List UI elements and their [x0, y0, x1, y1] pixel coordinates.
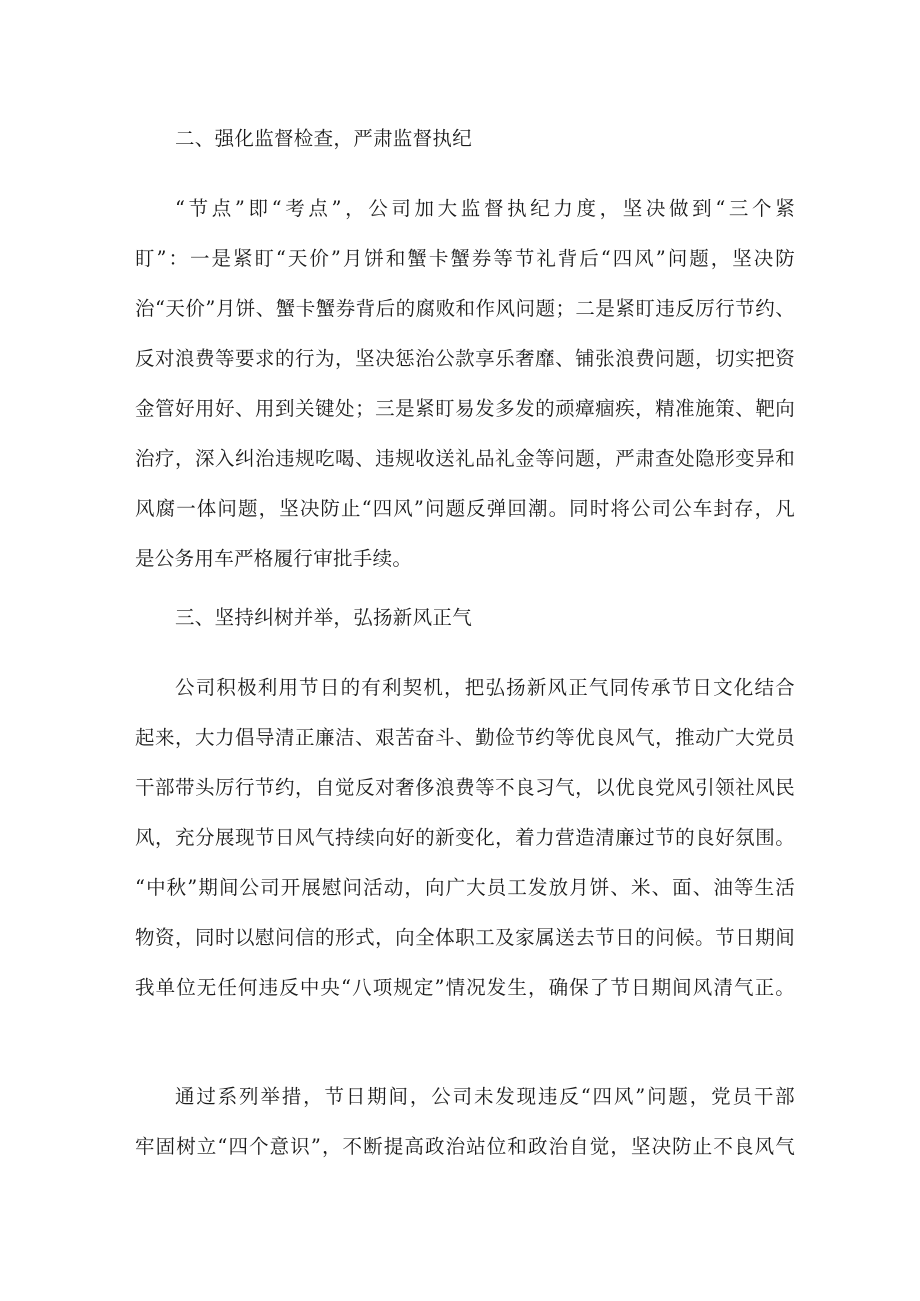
- paragraph-line: 是公务用车严格履行审批手续。: [135, 547, 413, 570]
- paragraph-line: 通过系列举措，节日期间，公司未发现违反“四风”问题，党员干部: [175, 1085, 795, 1108]
- paragraph-line: 风腐一体问题，坚决防止“四风”问题反弹回潮。同时将公司公车封存，凡: [135, 497, 795, 520]
- paragraph-line: 盯”：一是紧盯“天价”月饼和蟹卡蟹券等节礼背后“四风”问题，坚决防: [135, 247, 795, 270]
- paragraph-line: 我单位无任何违反中央“八项规定”情况发生，确保了节日期间风清气正。: [135, 976, 795, 999]
- paragraph-line: “节点”即“考点”，公司加大监督执纪力度，坚决做到“三个紧: [175, 197, 795, 220]
- paragraph-line: 风，充分展现节日风气持续向好的新变化，着力营造清廉过节的良好氛围。: [135, 826, 795, 849]
- paragraph-line: 牢固树立“四个意识”，不断提高政治站位和政治自觉，坚决防止不良风气: [135, 1135, 795, 1158]
- paragraph-line: 治“天价”月饼、蟹卡蟹券背后的腐败和作风问题；二是紧盯违反厉行节约、: [135, 297, 795, 320]
- section-heading-3: 三、坚持纠树并举，弘扬新风正气: [175, 606, 473, 629]
- paragraph-line: 治疗，深入纠治违规吃喝、违规收送礼品礼金等问题，严肃查处隐形变异和: [135, 447, 795, 470]
- paragraph-line: 物资，同时以慰问信的形式，向全体职工及家属送去节日的问候。节日期间: [135, 926, 795, 949]
- section-heading-2: 二、强化监督检查，严肃监督执纪: [175, 127, 473, 150]
- paragraph-line: 起来，大力倡导清正廉洁、艰苦奋斗、勤俭节约等优良风气，推动广大党员: [135, 726, 795, 749]
- paragraph-line: 反对浪费等要求的行为，坚决惩治公款享乐奢靡、铺张浪费问题，切实把资: [135, 347, 795, 370]
- paragraph-line: “中秋”期间公司开展慰问活动，向广大员工发放月饼、米、面、油等生活: [135, 876, 795, 899]
- paragraph-line: 干部带头厉行节约，自觉反对奢侈浪费等不良习气，以优良党风引领社风民: [135, 776, 795, 799]
- paragraph-line: 公司积极利用节日的有利契机，把弘扬新风正气同传承节日文化结合: [175, 676, 795, 699]
- paragraph-line: 金管好用好、用到关键处；三是紧盯易发多发的顽瘴痼疾，精准施策、靶向: [135, 397, 795, 420]
